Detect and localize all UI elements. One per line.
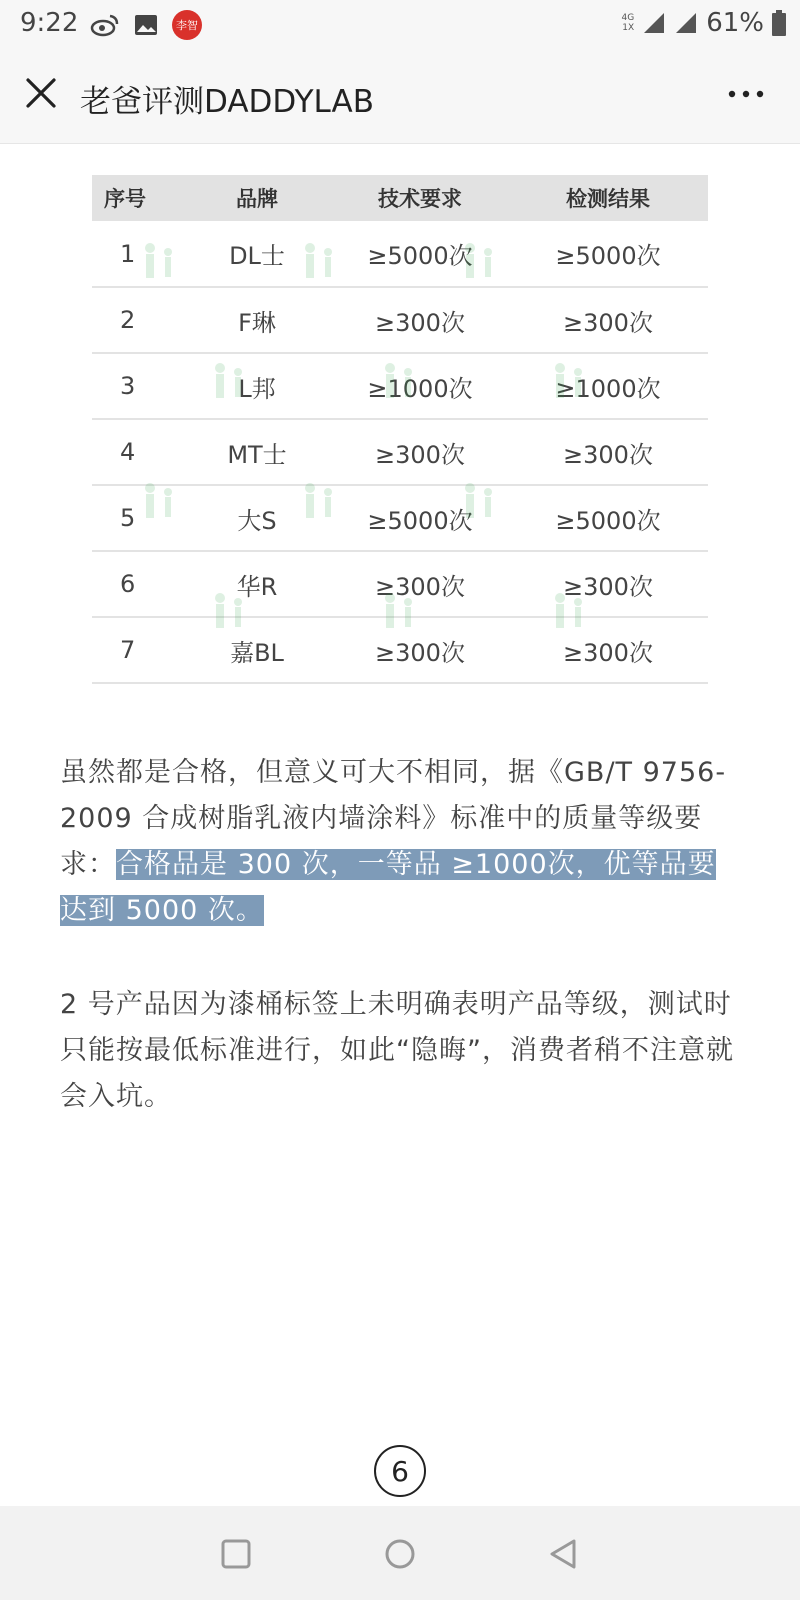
cell-requirement: ≥300次 [375, 572, 465, 601]
page-number-badge: 6 [374, 1445, 426, 1497]
cell-requirement: ≥1000次 [367, 374, 473, 403]
close-icon[interactable] [24, 76, 58, 110]
paragraph-text: 虽然都是合格，但意义可大不相同，据《GB/T 9756-2009 合成树脂乳液内墙涂料》标准中的质量等级要求： [60, 757, 727, 880]
cell-brand: F琳 [238, 308, 276, 337]
cell-result: ≥1000次 [555, 374, 661, 403]
home-icon[interactable] [382, 1536, 418, 1572]
cell-number: 7 [120, 636, 136, 664]
cell-brand: MT士 [227, 440, 287, 469]
more-options-icon[interactable] [726, 88, 766, 100]
cell-number: 2 [120, 306, 136, 334]
red-app-icon: 李智 [172, 10, 202, 40]
cell-result: ≥300次 [563, 572, 653, 601]
battery-percentage: 61% [706, 8, 764, 38]
signal-icon [642, 11, 666, 35]
cell-brand: 嘉BL [230, 638, 284, 667]
signal-icon-2 [674, 11, 698, 35]
table-row [92, 551, 708, 617]
article-paragraph: 2 号产品因为漆桶标签上未明确表明产品等级，测试时只能按最低标准进行，如此“隐晦”，消费者稍不注意就会入坑。 [60, 989, 734, 1112]
table-row [92, 353, 708, 419]
cell-number: 1 [120, 239, 136, 268]
table-header-row [92, 175, 708, 221]
status-right [622, 8, 787, 38]
status-time: 9:22 [20, 8, 79, 38]
cell-number: 6 [120, 570, 136, 598]
page-title: 老爸评测DADDYLAB [80, 84, 374, 120]
status-bar [0, 0, 800, 48]
network-type: 4G 1X [621, 13, 635, 33]
cell-number: 4 [120, 438, 136, 466]
cell-number: 3 [120, 372, 136, 400]
cell-requirement: ≥300次 [375, 308, 465, 337]
cell-brand: 大S [237, 506, 277, 535]
cell-result: ≥5000次 [555, 506, 661, 535]
cell-result: ≥300次 [563, 638, 653, 667]
system-nav-bar [0, 1506, 800, 1600]
article-paragraph [60, 750, 740, 934]
highlighted-text: 合格品是 300 次，一等品 ≥1000次，优等品要达到 5000 次。 [60, 849, 716, 926]
cell-brand: 华R [236, 572, 278, 601]
table-row [92, 221, 708, 287]
results-table [92, 175, 708, 684]
cell-requirement: ≥5000次 [367, 506, 473, 535]
nav-bar [0, 48, 800, 144]
cell-requirement: ≥300次 [375, 440, 465, 469]
cell-result: ≥5000次 [555, 242, 661, 270]
table-row [92, 287, 708, 353]
notification-icons [90, 10, 202, 40]
table-row [92, 617, 708, 683]
image-icon [134, 14, 158, 36]
cell-result: ≥300次 [563, 308, 653, 337]
column-header: 品牌 [236, 187, 278, 211]
weibo-icon [90, 13, 120, 37]
column-header: 序号 [104, 187, 146, 211]
cell-brand: DL士 [229, 242, 285, 270]
cell-number: 5 [120, 504, 136, 532]
column-header: 检测结果 [566, 187, 650, 211]
cell-brand: L邦 [238, 374, 276, 403]
battery-icon [772, 10, 786, 36]
column-header: 技术要求 [378, 187, 462, 211]
table-row [92, 485, 708, 551]
recent-apps-icon[interactable] [218, 1536, 254, 1572]
back-icon[interactable] [546, 1536, 582, 1572]
cell-requirement: ≥5000次 [367, 242, 473, 270]
cell-requirement: ≥300次 [375, 638, 465, 667]
cell-result: ≥300次 [563, 440, 653, 469]
table-row [92, 419, 708, 485]
